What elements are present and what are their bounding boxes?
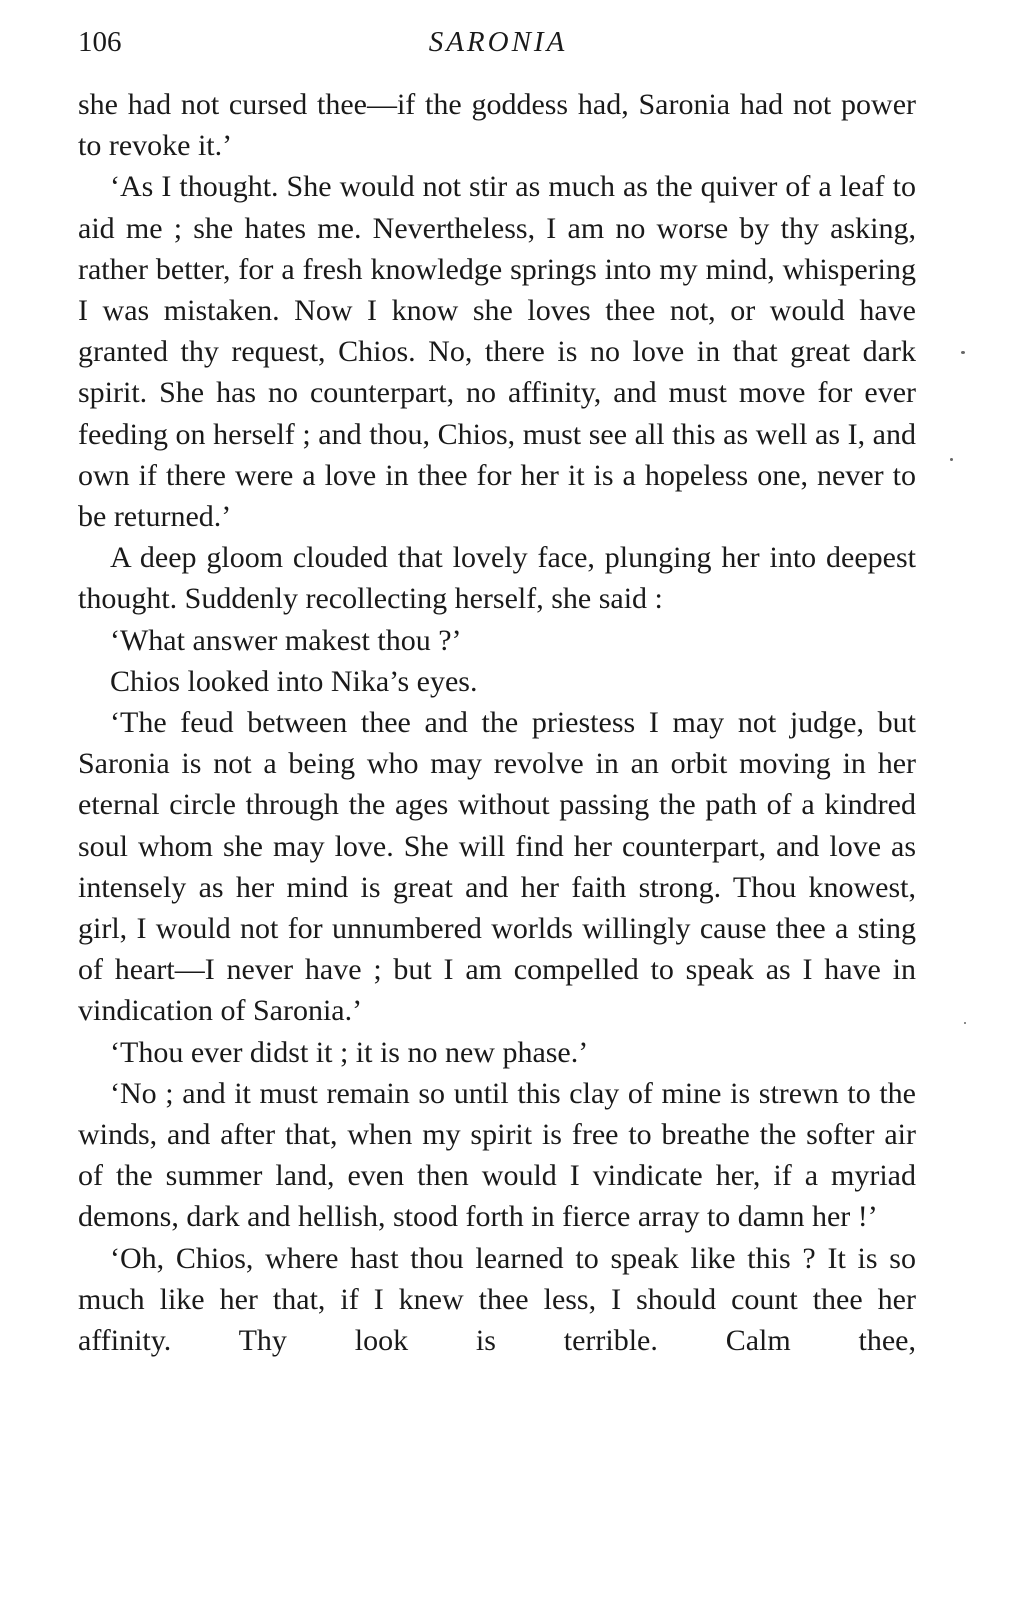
paragraph: Chios looked into Nika’s eyes. [110, 664, 478, 698]
page-number: 106 [78, 26, 122, 58]
paragraph: ‘The feud between thee and the priestess I may not judge, but Saronia is not a being who may revolve in an orbit moving in her eternal circle through the ages without passing the path of a kindred soul whom she may love. She will find her counterpart, and love as intensely as her mind is great and her faith strong. Thou knowest, girl, I would not for unnumbered worlds willingly cause thee a sting of heart—I never have ; but I am compelled to speak as I have in vindication of Saronia.’ [78, 706, 916, 1028]
running-title: SARONIA [428, 26, 568, 58]
paragraph: ‘Thou ever didst it ; it is no new phase.’ [110, 1035, 589, 1069]
scan-speck [964, 1022, 966, 1024]
paragraph: ‘No ; and it must remain so until this clay of mine is strewn to the winds, and after that, when my spirit is free to breathe the softer air of the summer land, even then would I vindicate her, if a myriad demons, dark and hellish, stood forth in fierce array to damn her !’ [78, 1076, 916, 1234]
final-paragraph-wrapper [78, 1238, 916, 1362]
paragraph-runs-over: ‘Oh, Chios, where hast thou learned to speak like this ? It is so much like her that, if I knew thee less, I should count thee her affinity. Thy look is terrible. Calm thee, [78, 1241, 916, 1358]
paragraph: A deep gloom clouded that lovely face, plunging her into deepest thought. Suddenly recollecting herself, she said : [78, 541, 916, 616]
paragraph: ‘What answer makest thou ?’ [110, 623, 462, 657]
body-text [78, 84, 916, 1361]
paragraph: ‘As I thought. She would not stir as much as the quiver of a leaf to aid me ; she hates me. Nevertheless, I am no worse by thy asking, rather better, for a fresh knowledge springs into my mind, whispering I was mistaken. Now I know she loves thee not, or would have granted thy request, Chios. No, there is no love in that great dark spirit. She has no counterpart, no affinity, and must move for ever feeding on herself ; and thou, Chios, must see all this as well as I, and own if there were a love in thee for her it is a hopeless one, never to be returned.’ [78, 170, 916, 534]
paragraph-continued: she had not cursed thee—if the goddess had, Saronia had not power to revoke it.’ [78, 88, 916, 163]
page-header [78, 26, 918, 66]
scan-speck [961, 351, 965, 354]
scan-speck [950, 458, 953, 461]
